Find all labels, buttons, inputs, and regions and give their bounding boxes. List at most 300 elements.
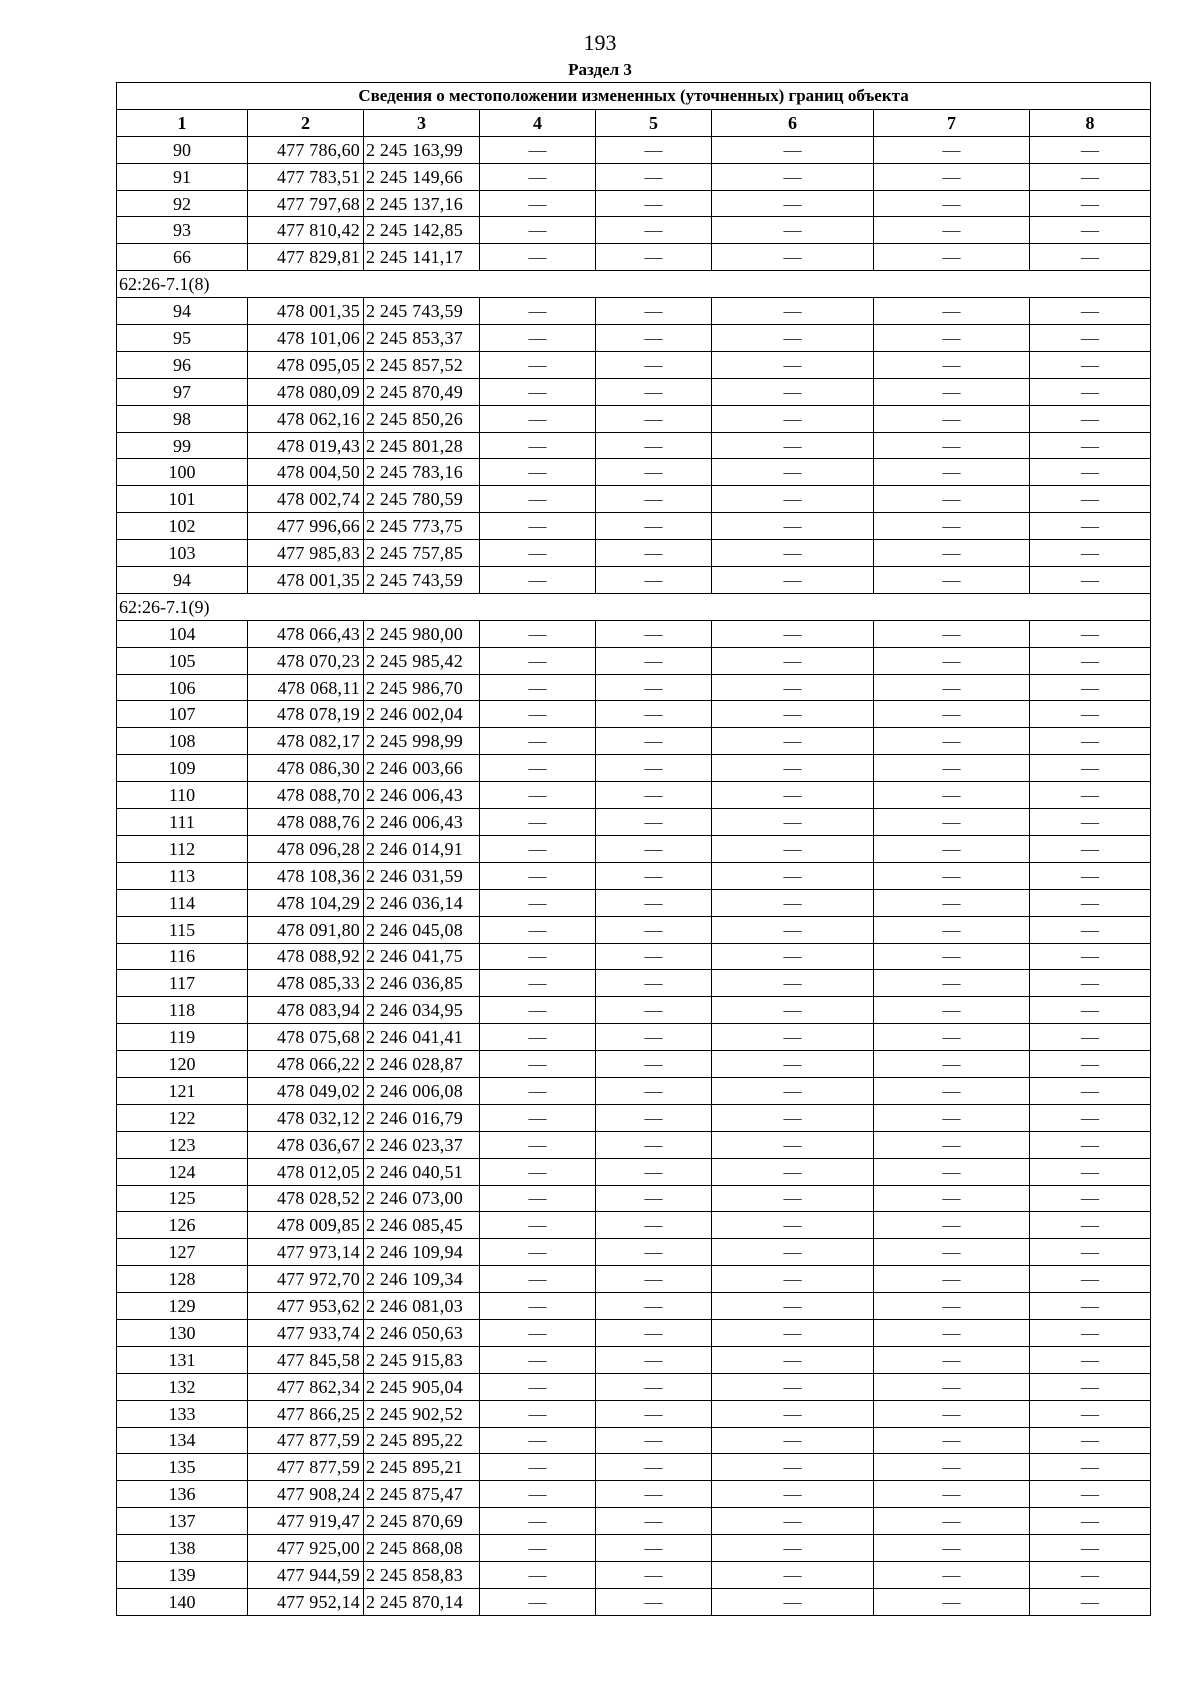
empty-dash: — [874,244,1030,271]
empty-dash: — [1030,190,1151,217]
empty-dash: — [1030,1266,1151,1293]
table-row [117,567,1151,594]
point-number: 135 [117,1454,248,1481]
table-row [117,916,1151,943]
x-coordinate: 478 091,80 [248,916,364,943]
y-coordinate: 2 245 870,14 [364,1588,480,1615]
y-coordinate: 2 245 868,08 [364,1535,480,1562]
empty-dash: — [874,1427,1030,1454]
empty-dash: — [874,728,1030,755]
empty-dash: — [874,1346,1030,1373]
table-row [117,674,1151,701]
empty-dash: — [712,916,874,943]
empty-dash: — [1030,513,1151,540]
table-row [117,298,1151,325]
empty-dash: — [712,432,874,459]
empty-dash: — [596,809,712,836]
empty-dash: — [480,1212,596,1239]
table-row [117,1427,1151,1454]
empty-dash: — [712,486,874,513]
empty-dash: — [596,1158,712,1185]
empty-dash: — [596,755,712,782]
table-row [117,1024,1151,1051]
empty-dash: — [1030,1077,1151,1104]
empty-dash: — [480,1535,596,1562]
empty-dash: — [1030,1427,1151,1454]
empty-dash: — [1030,351,1151,378]
x-coordinate: 478 104,29 [248,889,364,916]
empty-dash: — [1030,970,1151,997]
empty-dash: — [1030,1131,1151,1158]
x-coordinate: 478 080,09 [248,378,364,405]
x-coordinate: 478 066,43 [248,620,364,647]
empty-dash: — [874,1535,1030,1562]
empty-dash: — [712,755,874,782]
table-row [117,190,1151,217]
y-coordinate: 2 246 109,34 [364,1266,480,1293]
y-coordinate: 2 246 036,85 [364,970,480,997]
x-coordinate: 478 004,50 [248,459,364,486]
empty-dash: — [596,674,712,701]
empty-dash: — [596,916,712,943]
y-coordinate: 2 245 985,42 [364,647,480,674]
x-coordinate: 477 925,00 [248,1535,364,1562]
point-number: 130 [117,1319,248,1346]
x-coordinate: 477 919,47 [248,1508,364,1535]
empty-dash: — [1030,136,1151,163]
table-row [117,1535,1151,1562]
empty-dash: — [874,1185,1030,1212]
empty-dash: — [480,486,596,513]
empty-dash: — [874,1373,1030,1400]
x-coordinate: 478 088,76 [248,809,364,836]
empty-dash: — [480,674,596,701]
empty-dash: — [1030,1104,1151,1131]
x-coordinate: 477 877,59 [248,1454,364,1481]
column-header: 1 [117,109,248,136]
x-coordinate: 478 088,70 [248,782,364,809]
empty-dash: — [480,997,596,1024]
table-row [117,835,1151,862]
table-row [117,889,1151,916]
x-coordinate: 478 032,12 [248,1104,364,1131]
empty-dash: — [712,620,874,647]
empty-dash: — [712,1481,874,1508]
point-number: 115 [117,916,248,943]
empty-dash: — [480,351,596,378]
empty-dash: — [1030,1212,1151,1239]
empty-dash: — [596,1427,712,1454]
empty-dash: — [480,755,596,782]
empty-dash: — [480,943,596,970]
empty-dash: — [712,217,874,244]
point-number: 139 [117,1561,248,1588]
table-row [117,1051,1151,1078]
y-coordinate: 2 245 142,85 [364,217,480,244]
empty-dash: — [712,809,874,836]
empty-dash: — [712,997,874,1024]
table-row [117,244,1151,271]
empty-dash: — [712,244,874,271]
empty-dash: — [596,244,712,271]
empty-dash: — [712,701,874,728]
x-coordinate: 478 101,06 [248,325,364,352]
point-number: 140 [117,1588,248,1615]
table-row [117,701,1151,728]
y-coordinate: 2 245 137,16 [364,190,480,217]
empty-dash: — [1030,1319,1151,1346]
point-number: 117 [117,970,248,997]
table-row [117,217,1151,244]
empty-dash: — [874,1024,1030,1051]
point-number: 103 [117,540,248,567]
table-row [117,1319,1151,1346]
empty-dash: — [712,728,874,755]
point-number: 116 [117,943,248,970]
point-number: 92 [117,190,248,217]
y-coordinate: 2 246 002,04 [364,701,480,728]
empty-dash: — [1030,459,1151,486]
empty-dash: — [480,405,596,432]
empty-dash: — [874,889,1030,916]
point-number: 112 [117,835,248,862]
table-row [117,136,1151,163]
empty-dash: — [874,298,1030,325]
column-header: 2 [248,109,364,136]
table-row [117,486,1151,513]
x-coordinate: 477 952,14 [248,1588,364,1615]
x-coordinate: 478 036,67 [248,1131,364,1158]
point-number: 132 [117,1373,248,1400]
x-coordinate: 478 001,35 [248,298,364,325]
table-row [117,325,1151,352]
empty-dash: — [712,1319,874,1346]
empty-dash: — [596,298,712,325]
empty-dash: — [596,997,712,1024]
x-coordinate: 478 001,35 [248,567,364,594]
empty-dash: — [874,351,1030,378]
y-coordinate: 2 246 085,45 [364,1212,480,1239]
empty-dash: — [1030,1481,1151,1508]
x-coordinate: 477 908,24 [248,1481,364,1508]
y-coordinate: 2 245 905,04 [364,1373,480,1400]
empty-dash: — [712,1293,874,1320]
empty-dash: — [480,1454,596,1481]
x-coordinate: 478 088,92 [248,943,364,970]
empty-dash: — [480,1400,596,1427]
point-number: 66 [117,244,248,271]
empty-dash: — [596,1319,712,1346]
x-coordinate: 478 075,68 [248,1024,364,1051]
x-coordinate: 478 085,33 [248,970,364,997]
table-row [117,432,1151,459]
table-row [117,1373,1151,1400]
x-coordinate: 478 096,28 [248,835,364,862]
x-coordinate: 478 066,22 [248,1051,364,1078]
y-coordinate: 2 245 895,21 [364,1454,480,1481]
y-coordinate: 2 245 980,00 [364,620,480,647]
empty-dash: — [712,1131,874,1158]
empty-dash: — [712,674,874,701]
empty-dash: — [480,1104,596,1131]
empty-dash: — [1030,620,1151,647]
empty-dash: — [480,298,596,325]
empty-dash: — [480,432,596,459]
empty-dash: — [596,190,712,217]
empty-dash: — [596,486,712,513]
empty-dash: — [874,1293,1030,1320]
empty-dash: — [1030,298,1151,325]
point-number: 124 [117,1158,248,1185]
empty-dash: — [1030,835,1151,862]
point-number: 94 [117,298,248,325]
table-row [117,862,1151,889]
empty-dash: — [1030,1508,1151,1535]
table-row [117,1185,1151,1212]
empty-dash: — [480,701,596,728]
empty-dash: — [874,674,1030,701]
y-coordinate: 2 246 050,63 [364,1319,480,1346]
y-coordinate: 2 245 743,59 [364,567,480,594]
empty-dash: — [596,1454,712,1481]
y-coordinate: 2 246 006,08 [364,1077,480,1104]
empty-dash: — [596,459,712,486]
x-coordinate: 477 866,25 [248,1400,364,1427]
empty-dash: — [712,862,874,889]
empty-dash: — [596,1561,712,1588]
empty-dash: — [596,1293,712,1320]
empty-dash: — [712,1158,874,1185]
empty-dash: — [1030,1158,1151,1185]
empty-dash: — [480,1508,596,1535]
empty-dash: — [712,970,874,997]
empty-dash: — [596,351,712,378]
empty-dash: — [596,217,712,244]
empty-dash: — [1030,889,1151,916]
table-caption: Сведения о местоположении измененных (уточненных) границ объекта [117,83,1151,110]
x-coordinate: 478 083,94 [248,997,364,1024]
empty-dash: — [480,1051,596,1078]
empty-dash: — [712,513,874,540]
empty-dash: — [1030,916,1151,943]
y-coordinate: 2 245 998,99 [364,728,480,755]
point-number: 102 [117,513,248,540]
empty-dash: — [712,1212,874,1239]
y-coordinate: 2 245 773,75 [364,513,480,540]
empty-dash: — [712,943,874,970]
point-number: 119 [117,1024,248,1051]
empty-dash: — [480,970,596,997]
empty-dash: — [874,432,1030,459]
empty-dash: — [1030,1239,1151,1266]
column-header: 5 [596,109,712,136]
empty-dash: — [480,217,596,244]
y-coordinate: 2 245 870,69 [364,1508,480,1535]
empty-dash: — [874,755,1030,782]
x-coordinate: 478 078,19 [248,701,364,728]
point-number: 126 [117,1212,248,1239]
y-coordinate: 2 245 915,83 [364,1346,480,1373]
empty-dash: — [712,378,874,405]
empty-dash: — [480,163,596,190]
empty-dash: — [480,1319,596,1346]
table-body [117,136,1151,1615]
empty-dash: — [596,1266,712,1293]
empty-dash: — [874,1400,1030,1427]
table-row [117,728,1151,755]
empty-dash: — [874,1077,1030,1104]
empty-dash: — [712,889,874,916]
empty-dash: — [874,1561,1030,1588]
group-label: 62:26-7.1(9) [117,593,1151,620]
empty-dash: — [874,136,1030,163]
empty-dash: — [712,405,874,432]
empty-dash: — [712,1427,874,1454]
point-number: 90 [117,136,248,163]
table-row [117,647,1151,674]
x-coordinate: 478 012,05 [248,1158,364,1185]
table-row [117,459,1151,486]
empty-dash: — [1030,997,1151,1024]
empty-dash: — [596,1588,712,1615]
point-number: 101 [117,486,248,513]
point-number: 106 [117,674,248,701]
empty-dash: — [596,432,712,459]
x-coordinate: 477 797,68 [248,190,364,217]
empty-dash: — [480,1266,596,1293]
point-number: 91 [117,163,248,190]
x-coordinate: 478 108,36 [248,862,364,889]
empty-dash: — [712,1400,874,1427]
empty-dash: — [1030,943,1151,970]
empty-dash: — [480,1481,596,1508]
empty-dash: — [874,405,1030,432]
empty-dash: — [480,916,596,943]
point-number: 98 [117,405,248,432]
empty-dash: — [480,1185,596,1212]
empty-dash: — [1030,163,1151,190]
empty-dash: — [874,540,1030,567]
empty-dash: — [596,1535,712,1562]
empty-dash: — [712,190,874,217]
empty-dash: — [596,1239,712,1266]
empty-dash: — [712,351,874,378]
empty-dash: — [874,1481,1030,1508]
empty-dash: — [712,136,874,163]
empty-dash: — [1030,1588,1151,1615]
x-coordinate: 477 944,59 [248,1561,364,1588]
y-coordinate: 2 246 006,43 [364,782,480,809]
empty-dash: — [1030,217,1151,244]
x-coordinate: 477 845,58 [248,1346,364,1373]
empty-dash: — [596,1185,712,1212]
y-coordinate: 2 245 783,16 [364,459,480,486]
empty-dash: — [712,1535,874,1562]
point-number: 123 [117,1131,248,1158]
empty-dash: — [712,647,874,674]
point-number: 134 [117,1427,248,1454]
empty-dash: — [1030,674,1151,701]
table-row [117,1508,1151,1535]
empty-dash: — [1030,1293,1151,1320]
empty-dash: — [712,1239,874,1266]
y-coordinate: 2 246 041,41 [364,1024,480,1051]
empty-dash: — [1030,809,1151,836]
column-header: 8 [1030,109,1151,136]
table-row [117,1588,1151,1615]
point-number: 107 [117,701,248,728]
empty-dash: — [874,1104,1030,1131]
table-row [117,1158,1151,1185]
y-coordinate: 2 245 986,70 [364,674,480,701]
empty-dash: — [596,567,712,594]
empty-dash: — [596,1373,712,1400]
point-number: 138 [117,1535,248,1562]
empty-dash: — [874,1588,1030,1615]
empty-dash: — [1030,1454,1151,1481]
empty-dash: — [596,620,712,647]
empty-dash: — [596,1508,712,1535]
empty-dash: — [596,1077,712,1104]
empty-dash: — [874,190,1030,217]
section-title: Раздел 3 [568,60,632,79]
empty-dash: — [596,1400,712,1427]
empty-dash: — [712,1561,874,1588]
y-coordinate: 2 246 073,00 [364,1185,480,1212]
empty-dash: — [874,809,1030,836]
empty-dash: — [596,1131,712,1158]
x-coordinate: 477 973,14 [248,1239,364,1266]
table-row [117,351,1151,378]
y-coordinate: 2 246 031,59 [364,862,480,889]
x-coordinate: 478 095,05 [248,351,364,378]
empty-dash: — [596,943,712,970]
point-number: 100 [117,459,248,486]
point-number: 95 [117,325,248,352]
empty-dash: — [874,943,1030,970]
table-row [117,1481,1151,1508]
y-coordinate: 2 245 875,47 [364,1481,480,1508]
empty-dash: — [596,782,712,809]
x-coordinate: 477 783,51 [248,163,364,190]
group-row [117,271,1151,298]
y-coordinate: 2 245 801,28 [364,432,480,459]
empty-dash: — [712,298,874,325]
empty-dash: — [874,1051,1030,1078]
empty-dash: — [596,378,712,405]
empty-dash: — [480,513,596,540]
table-row [117,1293,1151,1320]
empty-dash: — [480,620,596,647]
table-row [117,997,1151,1024]
empty-dash: — [480,647,596,674]
table-row [117,1239,1151,1266]
point-number: 96 [117,351,248,378]
empty-dash: — [712,835,874,862]
empty-dash: — [712,782,874,809]
empty-dash: — [874,970,1030,997]
empty-dash: — [596,835,712,862]
empty-dash: — [1030,755,1151,782]
y-coordinate: 2 245 141,17 [364,244,480,271]
empty-dash: — [1030,432,1151,459]
table-row [117,405,1151,432]
empty-dash: — [1030,701,1151,728]
empty-dash: — [874,701,1030,728]
empty-dash: — [1030,1185,1151,1212]
point-number: 114 [117,889,248,916]
empty-dash: — [712,1346,874,1373]
